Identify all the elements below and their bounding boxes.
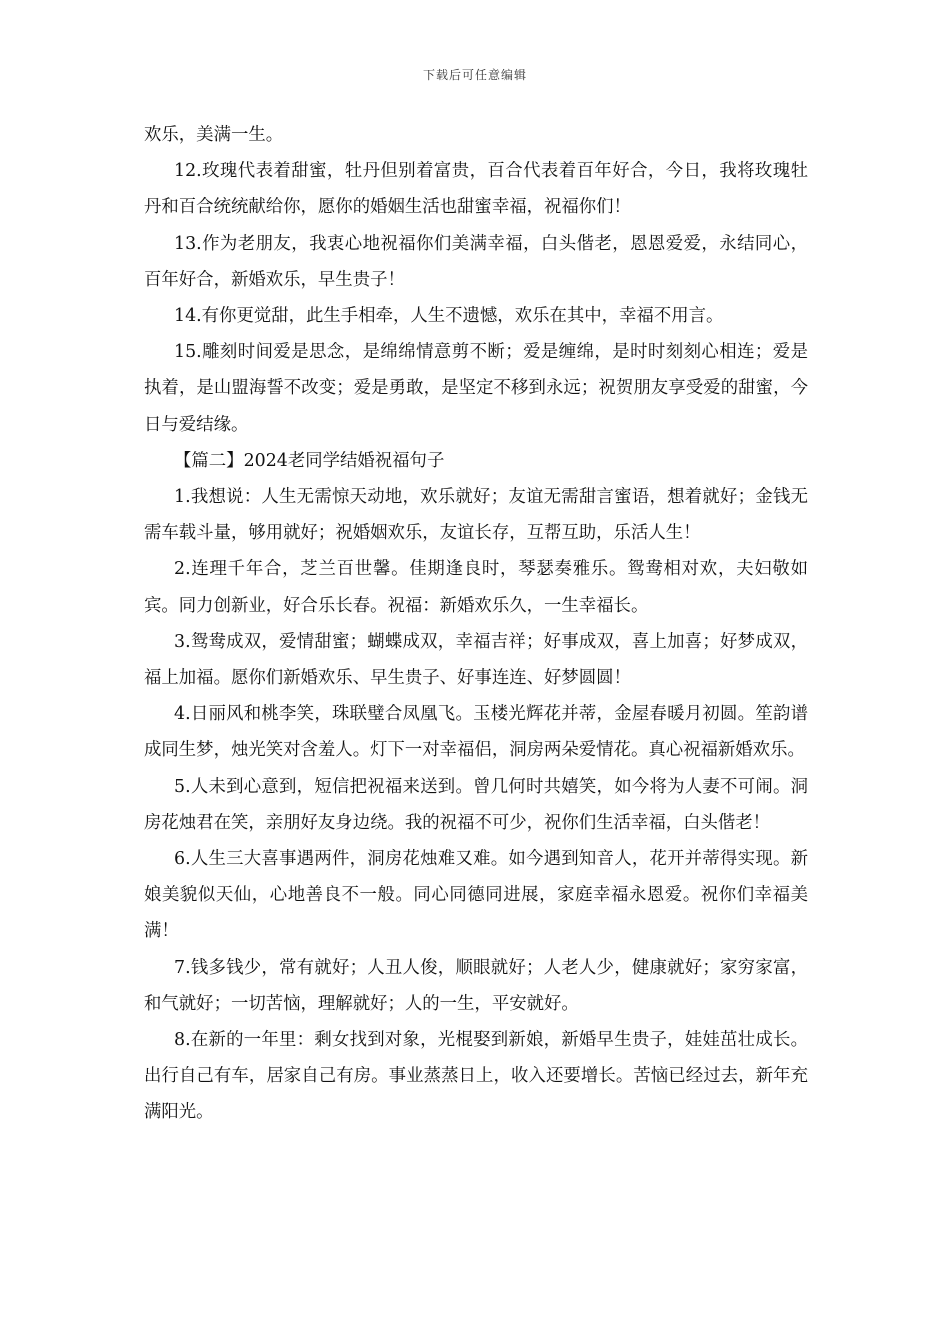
paragraph: 5.人未到心意到，短信把祝福来送到。曾几何时共嬉笑，如今将为人妻不可闹。洞房花烛君在笑，亲朋好友身边绕。我的祝福不可少，祝你们生活幸福，白头偕老！ xyxy=(144,776,808,833)
paragraph: 14.有你更觉甜，此生手相牵，人生不遗憾，欢乐在其中，幸福不用言。 xyxy=(174,306,724,327)
paragraph: 15.雕刻时间爱是思念，是绵绵情意剪不断；爱是缠绵，是时时刻刻心相连；爱是执着，是山盟海誓不改变；爱是勇敢，是坚定不移到永远；祝贺朋友享受爱的甜蜜，今日与爱结缘。 xyxy=(144,342,808,435)
paragraph: 13.作为老朋友，我衷心地祝福你们美满幸福，白头偕老，恩恩爱爱，永结同心，百年好合，新婚欢乐，早生贵子！ xyxy=(144,233,808,290)
paragraph: 1.我想说：人生无需惊天动地，欢乐就好；友谊无需甜言蜜语，想着就好；金钱无需车载斗量，够用就好；祝婚姻欢乐，友谊长存，互帮互助，乐活人生！ xyxy=(144,487,808,544)
paragraph: 3.鸳鸯成双，爱情甜蜜；蝴蝶成双，幸福吉祥；好事成双，喜上加喜；好梦成双，福上加福。愿你们新婚欢乐、早生贵子、好事连连、好梦圆圆！ xyxy=(144,631,808,689)
paragraph: 2.连理千年合，芝兰百世馨。佳期逢良时，琴瑟奏雅乐。鸳鸯相对欢，夫妇敬如宾。同力创新业，好合乐长春。祝福：新婚欢乐久，一生幸福长。 xyxy=(144,559,808,616)
document-body xyxy=(144,117,808,1131)
page-header: 下载后可任意编辑 xyxy=(422,68,527,82)
section-title: 【篇二】2024老同学结婚祝福句子 xyxy=(174,450,445,471)
paragraph: 12.玫瑰代表着甜蜜，牡丹但别着富贵，百合代表着百年好合，今日，我将玫瑰牡丹和百合统统献给你，愿你的婚姻生活也甜蜜幸福，祝福你们！ xyxy=(144,161,808,218)
paragraph: 欢乐，美满一生。 xyxy=(144,125,284,145)
paragraph: 4.日丽风和桃李笑，珠联璧合凤凰飞。玉楼光辉花并蒂，金屋春暖月初圆。笙韵谱成同生梦，烛光笑对含羞人。灯下一对幸福侣，洞房两朵爱情花。真心祝福新婚欢乐。 xyxy=(144,704,808,761)
paragraph: 8.在新的一年里：剩女找到对象，光棍娶到新娘，新婚早生贵子，娃娃茁壮成长。出行自己有车，居家自己有房。事业蒸蒸日上，收入还要增长。苦恼已经过去，新年充满阳光。 xyxy=(144,1030,808,1123)
paragraph: 6.人生三大喜事遇两件，洞房花烛难又难。如今遇到知音人，花开并蒂得实现。新娘美貌似天仙，心地善良不一般。同心同德同进展，家庭幸福永恩爱。祝你们幸福美满！ xyxy=(144,849,808,942)
paragraph: 7.钱多钱少，常有就好；人丑人俊，顺眼就好；人老人少，健康就好；家穷家富，和气就好；一切苦恼，理解就好；人的一生，平安就好。 xyxy=(144,957,808,1014)
